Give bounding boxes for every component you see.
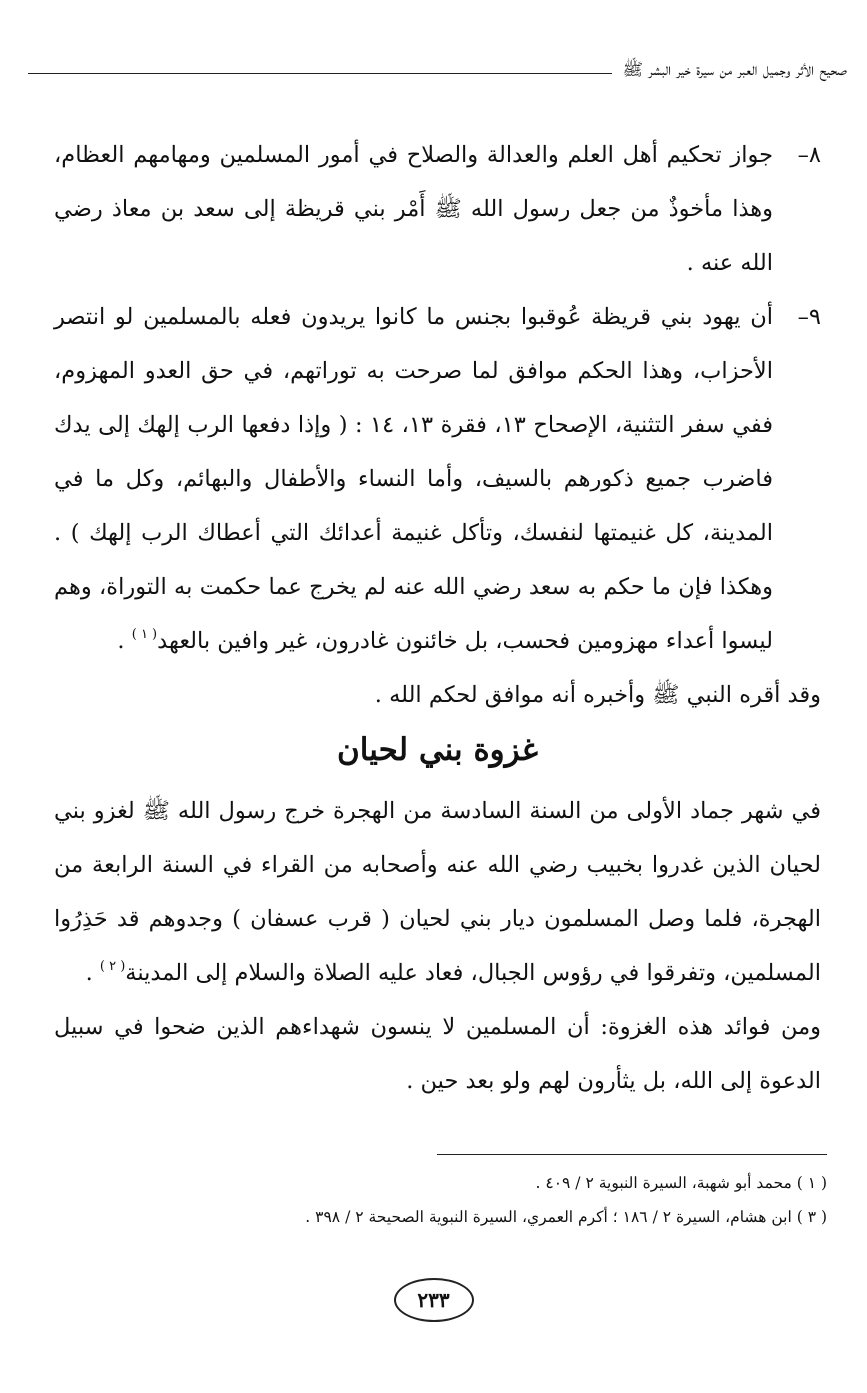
section-paragraph-1 (54, 784, 821, 1000)
list-item-number: ٩– (797, 304, 821, 330)
list-item-text (54, 290, 773, 668)
main-text (54, 128, 821, 1108)
section-heading: غزوة بني لحيان (337, 732, 538, 768)
list-item-9 (54, 290, 821, 668)
footnote-rule (437, 1154, 827, 1155)
footnotes (54, 1166, 827, 1234)
section-paragraph-1-text: في شهر جماد الأولى من السنة السادسة من الهجرة خرج رسول الله ﷺ لغزو بني لحيان الذين غدروا بخبيب رضي الله عنه وأصحابه من القراء في السنة الرابعة من الهجرة، فلما وصل المسلمون ديار بني لحيان ( قرب عسفان ) وجدوهم قد حَذِرُوا المسلمين، وتفرقوا في رؤوس الجبال، فعاد عليه الصلاة والسلام إلى المدينة (54, 798, 821, 986)
footnote-2: ( ٣ ) ابن هشام، السيرة ٢ / ١٨٦ ؛ أكرم العمري، السيرة النبوية الصحيحة ٢ / ٣٩٨ . (305, 1208, 827, 1226)
list-item-text-body: أن يهود بني قريظة عُوقبوا بجنس ما كانوا يريدون فعله بالمسلمين لو انتصر الأحزاب، وهذا الحكم موافق لما صرحت به توراتهم، في حق العدو المهزوم، ففي سفر التثنية، الإصحاح ١٣، فقرة ١٣، ١٤ : ( وإذا دفعها الرب إلهك إلى يدك فاضرب جميع ذكورهم بالسيف، وأما النساء والأطفال والبهائم، وكل ما في المدينة، كل غنيمتها لنفسك، وتأكل غنيمة أعدائك التي أعطاك الرب إلهك ) . وهكذا فإن ما حكم به سعد رضي الله عنه لم يخرج عما حكمت به التوراة، وهم ليسوا أعداء مهزومين فحسب، بل خائنون غادرون، غير وافين بالعهد (54, 304, 773, 654)
footnote-1: ( ١ ) محمد أبو شهبة، السيرة النبوية ٢ / ٤٠٩ . (535, 1174, 827, 1192)
list-item-8 (54, 128, 821, 290)
approval-note: وقد أقره النبي ﷺ وأخبره أنه موافق لحكم الله . (374, 682, 821, 708)
list-item-text-end: . (117, 628, 132, 654)
list-item-number: ٨– (797, 142, 821, 168)
section-paragraph-1-end: . (85, 960, 100, 986)
footnote-ref-1[interactable]: ( ١ ) (131, 627, 158, 642)
page-number: ٢٣٣ (394, 1278, 474, 1322)
section-paragraph-2: ومن فوائد هذه الغزوة: أن المسلمين لا ينسون شهداءهم الذين ضحوا في سبيل الدعوة إلى الله، بل يثأرون لهم ولو بعد حين . (54, 1014, 821, 1094)
footnote-ref-2[interactable]: ( ٢ ) (99, 959, 126, 974)
list-item-text: جواز تحكيم أهل العلم والعدالة والصلاح في أمور المسلمين ومهامهم العظام، وهذا مأخوذٌ من جعل رسول الله ﷺ أَمْر بني قريظة إلى سعد بن معاذ رضي الله عنه . (54, 142, 773, 276)
running-header-title: صحيح الأثر وجميل العبر من سيرة خير البشر ﷺ (622, 59, 847, 80)
page-number-container (0, 1278, 867, 1322)
running-header (28, 56, 847, 86)
header-rule (28, 73, 612, 74)
